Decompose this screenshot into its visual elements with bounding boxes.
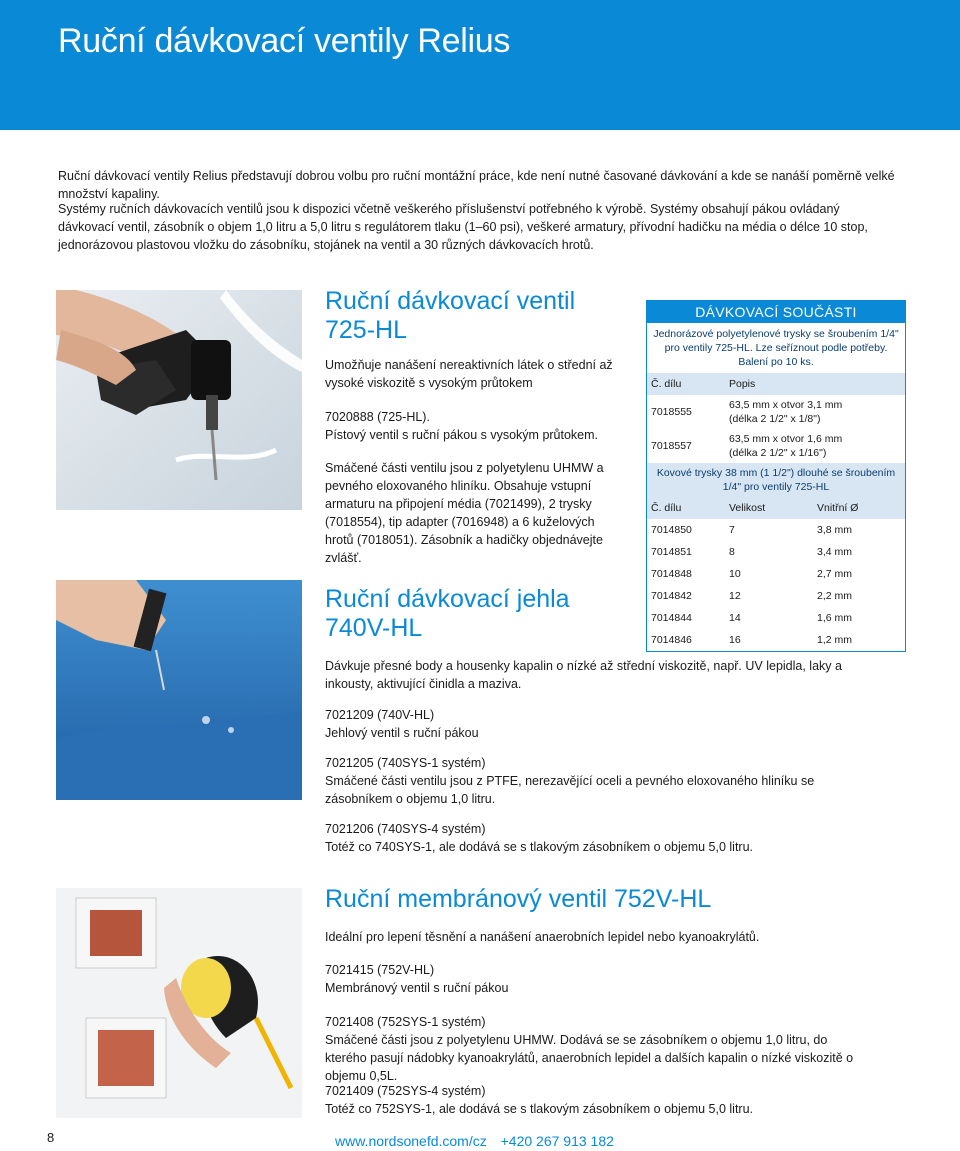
part-id: 1,6 mm [817,612,853,624]
col-inner-diameter: Vnitřní Ø [817,502,859,514]
section3-item3-code: 7021409 (752SYS-4 systém) [325,1084,486,1098]
photo-740vhl-needle [56,580,302,800]
table-row [647,607,905,629]
section2-desc: Dávkuje přesné body a housenky kapalin o nízké až střední viskozitě, např. UV lepidla, laky a inkousty, aktivující činidla a maziva. [325,659,842,691]
section3-title: Ruční membránový ventil 752V-HL [325,885,712,913]
part-size: 8 [729,546,735,558]
section2-title-line1: Ruční dávkovací jehla [325,585,570,613]
section2-item3-code: 7021206 (740SYS-4 systém) [325,822,486,836]
part-id: 3,4 mm [817,546,853,558]
part-number: 7014851 [651,546,692,558]
section3-item1-desc: Membránový ventil s ruční pákou [325,981,509,995]
part-desc-line1: 63,5 mm x otvor 3,1 mm [729,399,843,411]
table-row [647,519,905,541]
part-desc-line2: (délka 2 1/2" x 1/8") [729,413,821,425]
col-part: Č. dílu [651,378,682,390]
section3-item2-desc: Smáčené části jsou z polyetylenu UHMW. Dodává se se zásobníkem o objemu 1,0 litru, do kterého pasují nádobky kyanoakrylátů, anaerobních lepidel a dalších kapalin o nízké viskozitě o objemu 0,5L. [325,1033,854,1083]
photo-752vhl-valve [56,888,302,1118]
part-id: 3,8 mm [817,524,853,536]
intro-paragraph-1: Ruční dávkovací ventily Relius představují dobrou volbu pro ruční montážní práce, kde není nutné časované dávkování a kde se nanáší poměrně velké množství kapaliny. [58,169,895,201]
section1-wetted: Smáčené části ventilu jsou z polyetylenu UHMW a pevného eloxovaného hliníku. Obsahuje vstupní armaturu na připojení média (7021499), 2 trysky (7018554), tip adapter (7016948) a 6 kuželových hrotů (7018051). Zásobník a hadičky objednávejte zvlášť. [325,461,604,565]
part-desc-line2: (délka 2 1/2" x 1/16") [729,447,827,459]
part-id: 2,2 mm [817,590,853,602]
part-number: 7014844 [651,612,692,624]
intro-paragraph-2: Systémy ručních dávkovacích ventilů jsou k dispozici včetně veškerého příslušenství potřebného k výrobě. Systémy obsahují pákou ovládaný dávkovací ventil, zásobník o objem 1,0 litru a 5,0 litru s regulátorem tlaku (1–60 psi), veškeré armatury, přívodní hadičku na média o délce 10 stop, jednorázovou plastovou vložku do zásobníku, stojánek na ventil a 30 různých dávkovacích hrotů. [58,202,868,252]
part-size: 14 [729,612,741,624]
part-id: 2,7 mm [817,568,853,580]
part-number: 7014850 [651,524,692,536]
page-title: Ruční dávkovací ventily Relius [58,22,511,60]
page-number: 8 [47,1130,55,1145]
col-part: Č. dílu [651,502,682,514]
section2-title-line2: 740V-HL [325,614,423,642]
parts-box-subnote: Kovové trysky 38 mm (1 1/2") dlouhé se šroubením 1/4" pro ventily 725-HL [647,463,905,497]
table-row [647,563,905,585]
section2-item1-code: 7021209 (740V-HL) [325,708,435,722]
section1-title-line2: 725-HL [325,316,407,344]
part-number: 7014848 [651,568,692,580]
section3-desc: Ideální pro lepení těsnění a nanášení anaerobních lepidel nebo kyanoakrylátů. [325,930,760,944]
section2-item2-code: 7021205 (740SYS-1 systém) [325,756,486,770]
part-number: 7014846 [651,634,692,646]
section3-item2-code: 7021408 (752SYS-1 systém) [325,1015,486,1029]
part-id: 1,2 mm [817,634,853,646]
section1-code-desc: Pístový ventil s ruční pákou s vysokým průtokem. [325,428,599,442]
table-row [647,429,905,463]
section2-item3-desc: Totéž co 740SYS-1, ale dodává se s tlakovým zásobníkem o objemu 5,0 litru. [325,840,754,854]
parts-box-header: DÁVKOVACÍ SOUČÁSTI [647,301,905,323]
section1-code: 7020888 (725-HL). [325,410,430,424]
parts-table-2 [647,497,905,651]
part-size: 12 [729,590,741,602]
photo-725hl-valve [56,290,302,510]
col-desc: Popis [729,378,756,390]
parts-box [646,300,906,652]
part-number: 7018557 [651,440,692,452]
section3-item3-desc: Totéž co 752SYS-1, ale dodává se s tlakovým zásobníkem o objemu 5,0 litru. [325,1102,754,1116]
table-row [647,629,905,651]
section2-item2-desc: Smáčené části ventilu jsou z PTFE, nerezavějící oceli a pevného eloxovaného hliníku se zásobníkem o objemu 1,0 litru. [325,774,815,806]
header-banner [0,0,960,130]
part-number: 7018555 [651,406,692,418]
footer-url[interactable]: www.nordsonefd.com/cz [335,1133,487,1149]
col-size: Velikost [729,502,766,514]
table-row [647,395,905,429]
part-size: 10 [729,568,741,580]
section2-item1-desc: Jehlový ventil s ruční pákou [325,726,479,740]
part-size: 7 [729,524,735,536]
section3-item1-code: 7021415 (752V-HL) [325,963,435,977]
section1-title-line1: Ruční dávkovací ventil [325,287,576,315]
parts-table-1 [647,373,905,463]
part-size: 16 [729,634,741,646]
table-row [647,541,905,563]
parts-box-note: Jednorázové polyetylenové trysky se šroubením 1/4" pro ventily 725-HL. Lze seříznout podle potřeby. Balení po 10 ks. [653,328,899,368]
footer-phone: +420 267 913 182 [500,1133,614,1149]
footer-contact [335,1133,614,1149]
part-number: 7014842 [651,590,692,602]
part-desc-line1: 63,5 mm x otvor 1,6 mm [729,433,843,445]
section1-desc: Umožňuje nanášení nereaktivních látek o střední až vysoké viskozitě s vysokým průtokem [325,358,613,390]
table-row [647,585,905,607]
